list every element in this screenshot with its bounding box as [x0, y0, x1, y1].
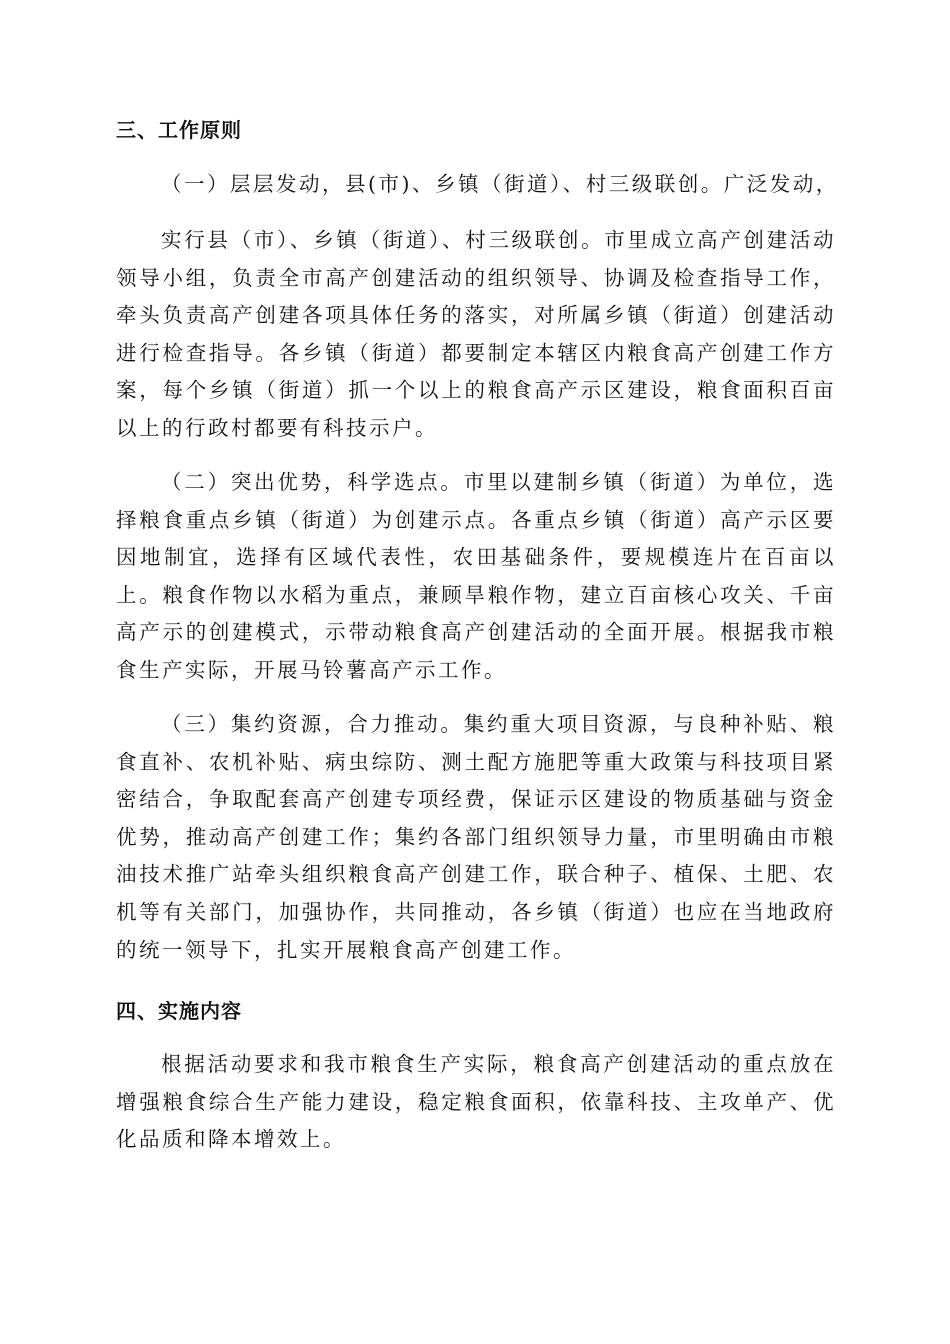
implementation-paragraph: 根据活动要求和我市粮食生产实际，粮食高产创建活动的重点放在增强粮食综合生产能力建设，稳定粮食面积，依靠科技、主攻单产、优化品质和降本增效上。	[116, 1052, 836, 1152]
principle-one-intro-line: （一）层层发动，县(市)、乡镇（街道）、村三级联创。广泛发动，	[161, 172, 839, 196]
section-heading-implementation: 四、实施内容	[116, 999, 242, 1023]
principle-one-paragraph: 实行县（市）、乡镇（街道）、村三级联创。市里成立高产创建活动领导小组，负责全市高产创建活动的组织领导、协调及检查指导工作，牵头负责高产创建各项具体任务的落实，对所属乡镇（街道）创建活动进行检查指导。各乡镇（街道）都要制定本辖区内粮食高产创建工作方案，每个乡镇（街道）抓一个以上的粮食高产示区建设，粮食面积百亩以上的行政村都要有科技示户。	[116, 228, 836, 440]
section-heading-principles: 三、工作原则	[116, 118, 242, 142]
principle-three-paragraph: （三）集约资源，合力推动。集约重大项目资源，与良种补贴、粮食直补、农机补贴、病虫综防、测土配方施肥等重大政策与科技项目紧密结合，争取配套高产创建专项经费，保证示区建设的物质基础与资金优势，推动高产创建工作；集约各部门组织领导力量，市里明确由市粮油技术推广站牵头组织粮食高产创建工作，联合种子、植保、土肥、农机等有关部门，加强协作，共同推动，各乡镇（街道）也应在当地政府的统一领导下，扎实开展粮食高产创建工作。	[116, 712, 836, 962]
principle-two-paragraph: （二）突出优势，科学选点。市里以建制乡镇（街道）为单位，选择粮食重点乡镇（街道）为创建示点。各重点乡镇（街道）高产示区要因地制宜，选择有区域代表性，农田基础条件，要规模连片在百亩以上。粮食作物以水稻为重点，兼顾旱粮作物，建立百亩核心攻关、千亩高产示的创建模式，示带动粮食高产创建活动的全面开展。根据我市粮食生产实际，开展马铃薯高产示工作。	[116, 470, 836, 682]
